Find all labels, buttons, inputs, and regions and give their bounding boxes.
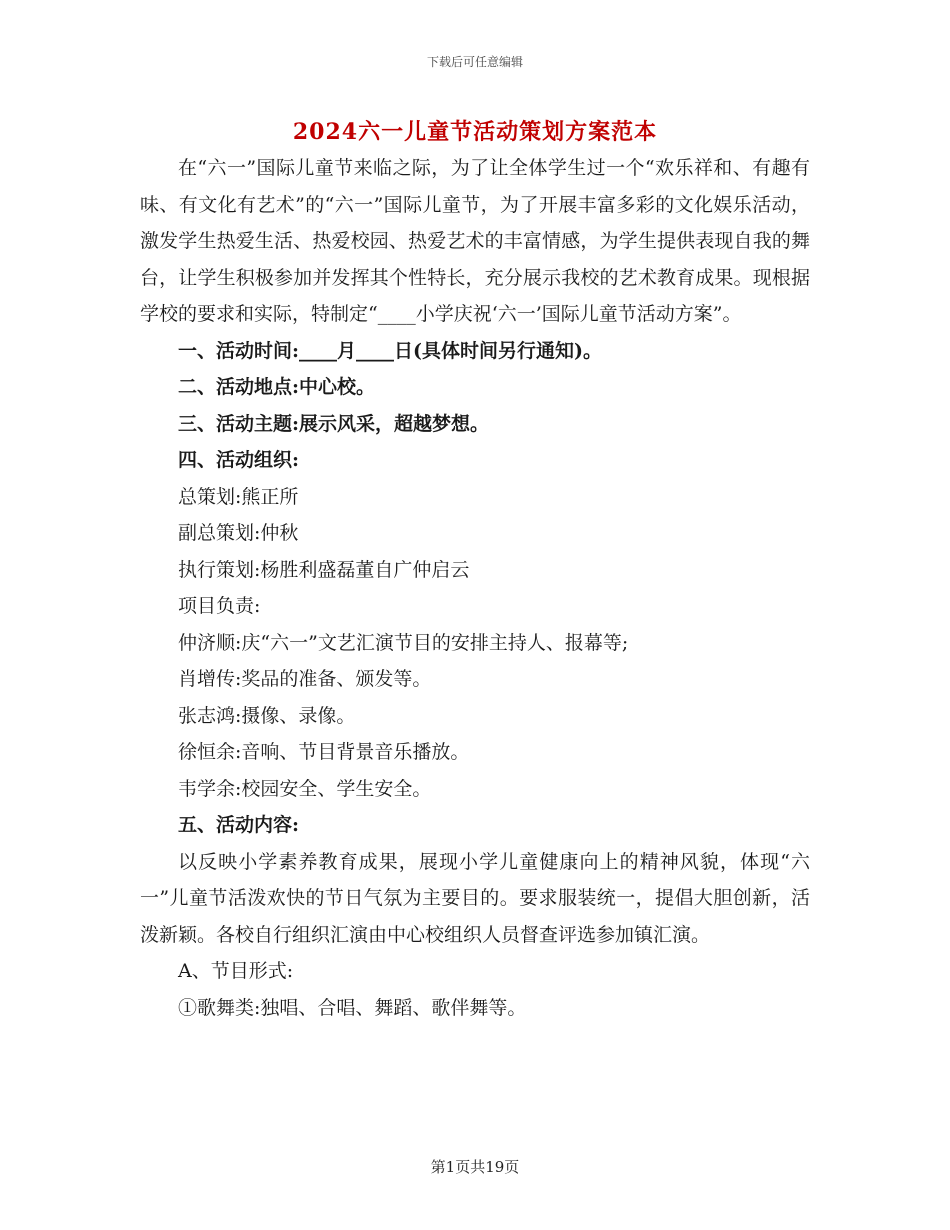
form-item: ①歌舞类:独唱、合唱、舞蹈、歌伴舞等。 <box>178 996 527 1019</box>
section-organization: 四、活动组织: <box>178 449 300 471</box>
intro-paragraph: 在“六一”国际儿童节来临之际，为了让全体学生过一个“欢乐祥和、有趣有味、有文化有艺术”的“六一”国际儿童节，为了开展丰富多彩的文化娱乐活动，激发学生热爱生活、热爱校园、热爱艺术的丰富情感，为学生提供表现自我的舞台，让学生积极参加并发挥其个性特长，充分展示我校的艺术教育成果。现根据学校的要求和实际，特制定“____小学庆祝‘六一’国际儿童节活动方案”。 <box>140 157 810 325</box>
org-line: 总策划:熊正所 <box>178 485 299 508</box>
section-place: 二、活动地点:中心校。 <box>178 376 376 398</box>
content-paragraph: 以反映小学素养教育成果，展现小学儿童健康向上的精神风貌，体现“六一”儿童节活泼欢快的节日气氛为主要目的。要求服装统一，提倡大胆创新，活泼新颖。各校自行组织汇演由中心校组织人员督查评选参加镇汇演。 <box>140 850 810 946</box>
document-title: 2024六一儿童节活动策划方案范本 <box>292 119 658 145</box>
org-line: 副总策划:仲秋 <box>178 522 299 544</box>
header-note: 下载后可任意编辑 <box>426 55 523 69</box>
form-title: A、节目形式: <box>178 960 294 982</box>
org-line: 韦学余:校园安全、学生安全。 <box>178 777 432 800</box>
org-line: 项目负责: <box>178 595 261 617</box>
org-line: 肖增传:奖品的准备、颁发等。 <box>178 668 432 690</box>
section-time: 一、活动时间:____月____日(具体时间另行通知)。 <box>178 339 602 362</box>
document-body <box>140 150 810 1026</box>
section-theme: 三、活动主题:展示风采，超越梦想。 <box>178 412 490 435</box>
org-line: 张志鸿:摄像、录像。 <box>178 704 356 727</box>
org-line: 执行策划:杨胜利盛磊董自广仲启云 <box>178 558 470 581</box>
org-line: 仲济顺:庆“六一”文艺汇演节目的安排主持人、报幕等; <box>178 631 629 654</box>
section-content: 五、活动内容: <box>178 814 300 836</box>
org-line: 徐恒余:音响、节目背景音乐播放。 <box>178 741 470 763</box>
page-footer: 第1页共19页 <box>430 1158 520 1176</box>
